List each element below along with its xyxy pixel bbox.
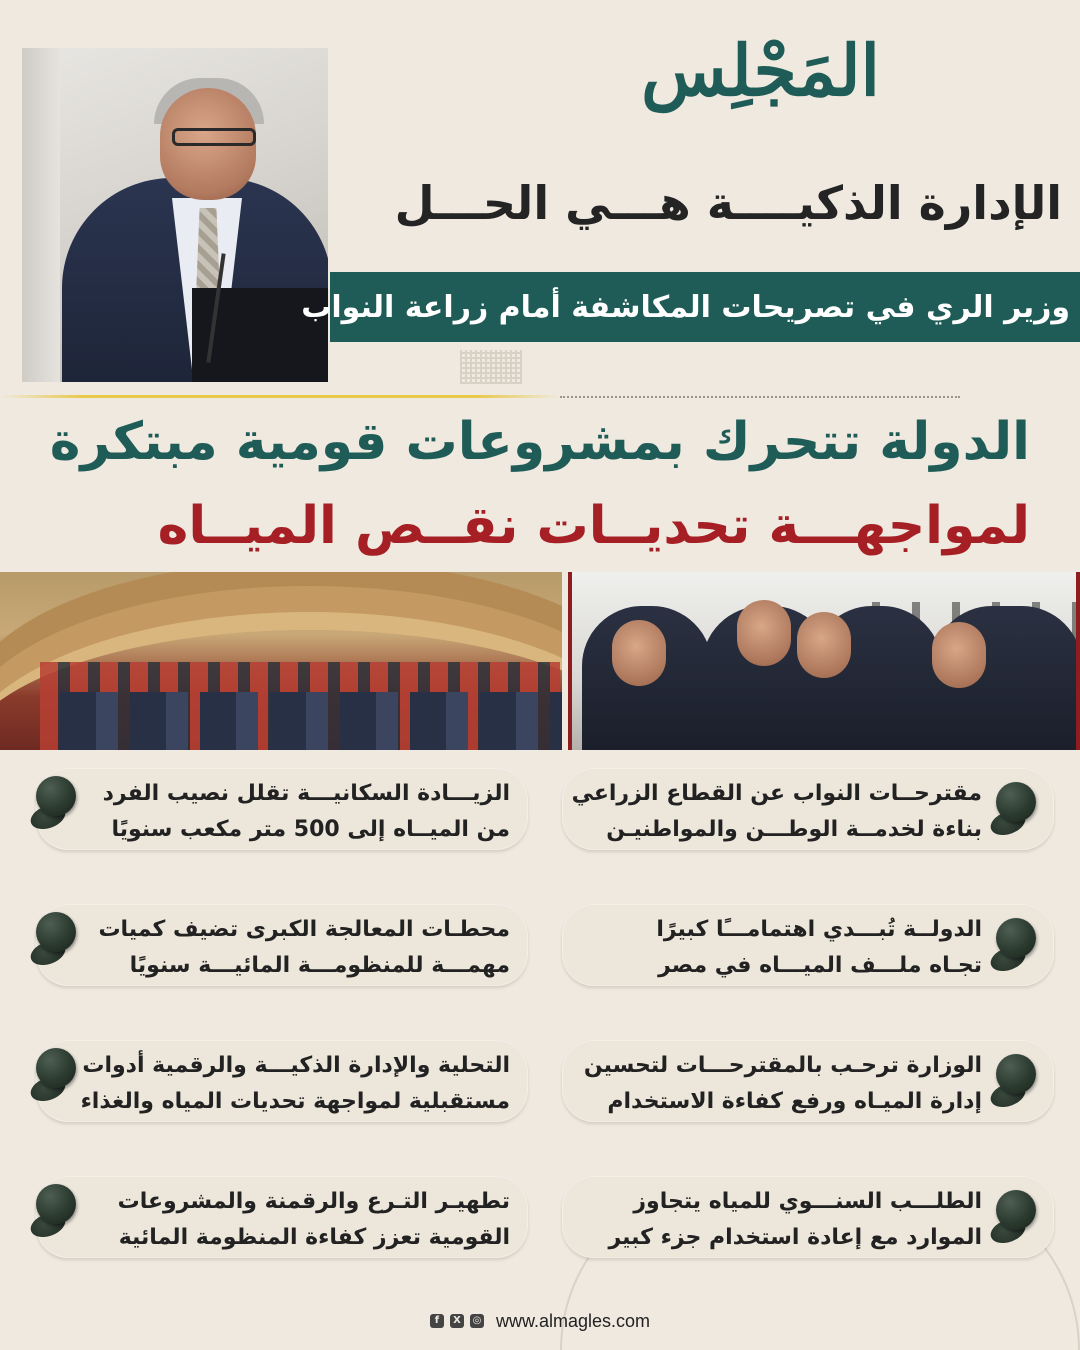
card-line: الدولــة تُبـــدي اهتمامـــًا كبيرًا (656, 917, 982, 942)
info-card (36, 768, 528, 850)
card-line: مهمـــة للمنظومـــة المائيـــة سنويًا (129, 953, 510, 978)
footer (0, 1308, 1080, 1334)
card-line: الموارد مع إعادة استخدام جزء كبير (608, 1225, 982, 1250)
headline-tertiary: لمواجهـــة تحديــات نقــص الميــاه (157, 496, 1030, 556)
card-line: الوزارة ترحـب بالمقترحـــات لتحسين (583, 1053, 982, 1078)
x-icon[interactable]: X (450, 1314, 464, 1328)
headline-primary: الإدارة الذكيــــة هـــي الحـــل (394, 176, 1062, 230)
decorative-pattern (460, 350, 522, 384)
info-card (562, 1040, 1054, 1122)
pushpin-icon (30, 1184, 76, 1242)
info-card (36, 1176, 528, 1258)
website-link[interactable]: www.almagles.com (495, 1310, 651, 1331)
card-line: الزيـــادة السكانيـــة تقلل نصيب الفرد (102, 781, 510, 806)
card-line: إدارة الميـاه ورفع كفاءة الاستخدام (607, 1089, 982, 1114)
card-line: التحلية والإدارة الذكيـــة والرقمية أدوات (82, 1053, 510, 1078)
pushpin-icon (30, 1048, 76, 1106)
pushpin-icon (30, 912, 76, 970)
subtitle-text: وزير الري في تصريحات المكاشفة أمام زراعة النواب (301, 289, 1070, 325)
committee-panel-photo (568, 572, 1080, 750)
instagram-icon[interactable]: ◎ (470, 1314, 484, 1328)
minister-photo (22, 48, 328, 382)
parliament-hall-photo (0, 572, 562, 750)
card-line: بناءة لخدمــة الوطـــن والمواطنيـن (606, 817, 982, 842)
pushpin-icon (990, 918, 1036, 976)
card-line: من الميــاه إلى 500 متر مكعب سنويًا (111, 817, 510, 842)
headline-secondary: الدولة تتحرك بمشروعات قومية مبتكرة (49, 412, 1030, 472)
info-card (562, 904, 1054, 986)
divider-yellow (0, 395, 560, 398)
brand-logo (560, 25, 880, 135)
card-line: مقترحــات النواب عن القطاع الزراعي (571, 781, 982, 806)
pushpin-icon (990, 1190, 1036, 1248)
pushpin-icon (990, 1054, 1036, 1112)
subtitle-band (301, 272, 1080, 342)
card-line: القومية تعزز كفاءة المنظومة المائية (118, 1225, 510, 1250)
card-line: تطهيـر التـرع والرقمنة والمشروعات (117, 1189, 510, 1214)
info-card (36, 1040, 528, 1122)
info-card (36, 904, 528, 986)
card-line: تجـاه ملـــف الميـــاه في مصر (658, 953, 982, 978)
card-line: الطلـــب السنـــوي للمياه يتجاوز (633, 1189, 982, 1214)
info-card (562, 768, 1054, 850)
card-line: مستقبلية لمواجهة تحديات المياه والغذاء (80, 1089, 510, 1114)
divider-dotted (560, 396, 960, 398)
logo-text: المَجْلِس (641, 29, 880, 112)
facebook-icon[interactable]: f (430, 1314, 444, 1328)
pushpin-icon (30, 776, 76, 834)
pushpin-icon (990, 782, 1036, 840)
card-line: محطـات المعالجة الكبرى تضيف كميات (98, 917, 510, 942)
info-card (562, 1176, 1054, 1258)
